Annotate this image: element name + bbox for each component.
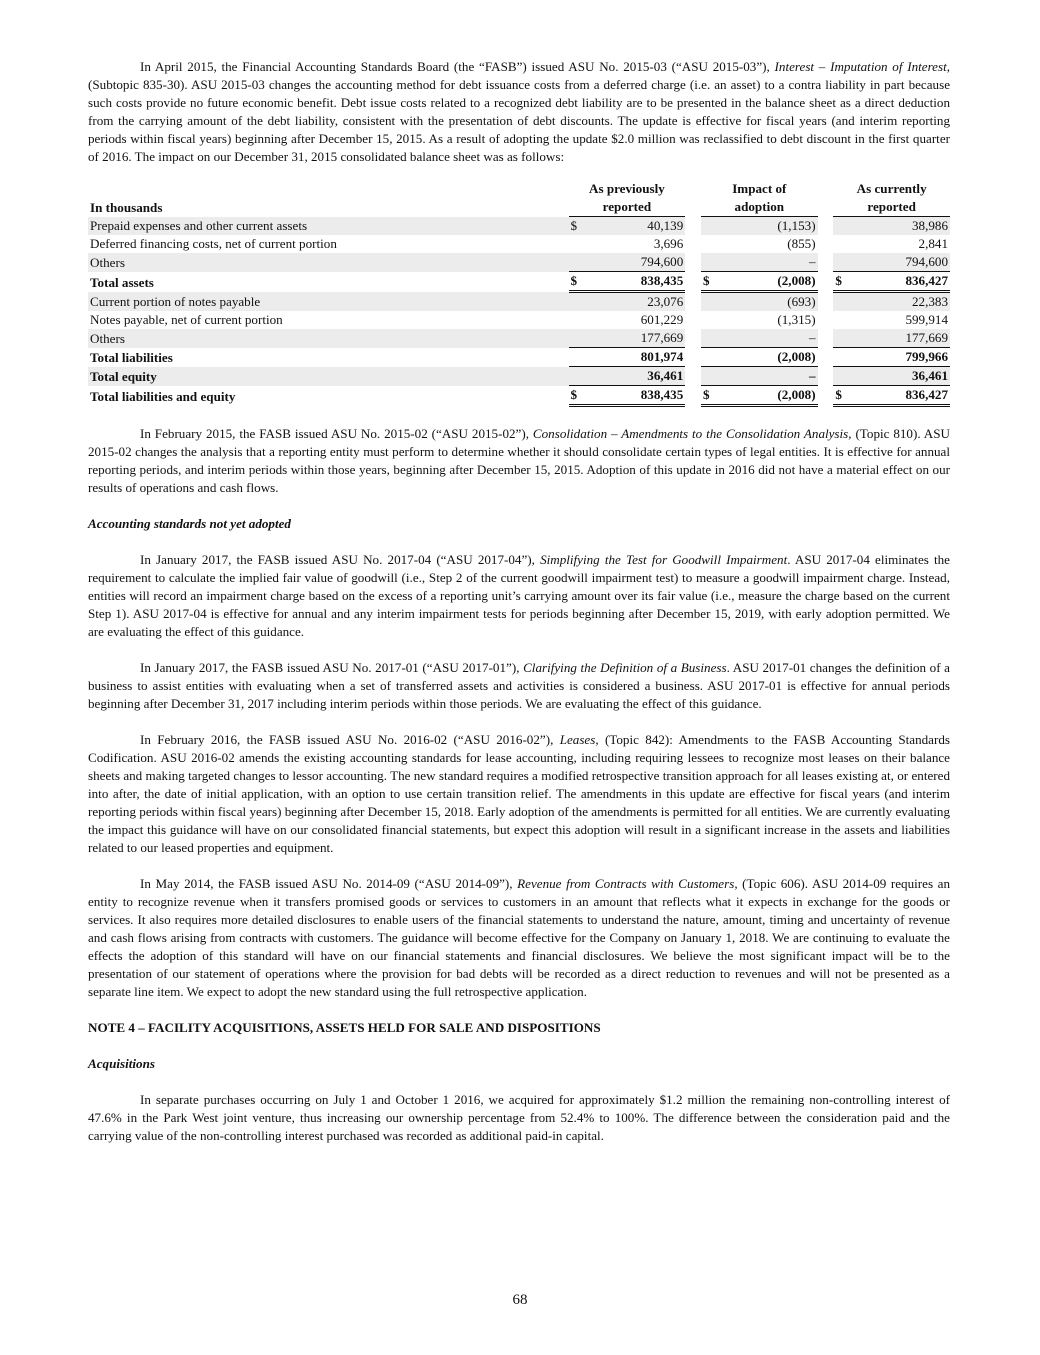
col3-header-line2: reported — [833, 198, 950, 217]
currency-symbol: $ — [701, 386, 719, 406]
row-label: Total equity — [88, 367, 569, 386]
currency-symbol: $ — [701, 272, 719, 292]
row-label: Total assets — [90, 274, 154, 290]
table-row — [88, 386, 950, 406]
currency-symbol — [569, 311, 587, 329]
value-as-previously-reported: 23,076 — [586, 292, 685, 312]
value-as-currently-reported: 2,841 — [918, 236, 948, 251]
column-gap — [818, 217, 834, 236]
value-as-previously-reported: 3,696 — [653, 236, 684, 251]
currency-symbol — [833, 329, 851, 348]
value-as-currently-reported: 794,600 — [851, 253, 950, 272]
value-as-currently-reported: 177,669 — [851, 329, 950, 348]
column-gap — [818, 292, 834, 312]
col1-header-line2: reported — [569, 198, 686, 217]
table-row — [88, 217, 950, 236]
col1-header-line1: As previously — [589, 181, 665, 196]
value-as-previously-reported: 40,139 — [586, 217, 685, 236]
row-label: Current portion of notes payable — [88, 292, 569, 312]
currency-symbol: $ — [569, 217, 587, 236]
column-gap — [818, 348, 834, 367]
column-gap — [685, 367, 701, 386]
paragraph-asu-2015-03: In April 2015, the Financial Accounting Standards Board (the “FASB”) issued ASU No. 2015-03 (“ASU 2015-03”), Interest – Imputation of Interest, (Subtopic 835-30). ASU 2015-03 changes the accounting method for debt issuance costs from a deferred charge (i.e. an asset) to a contra liability in part because such costs provide no future economic benefit. Debt issue costs related to a recognized debt liability are to be presented in the balance sheet as a direct deduction from the carrying amount of the debt liability, consistent with the presentation of debt discounts. The update is effective for fiscal years (and interim reporting periods within fiscal years) beginning after December 15, 2015. As a result of adopting the update $2.0 million was reclassified to debt discount in the first quarter of 2016. The impact on our December 31, 2015 consolidated balance sheet was as follows: — [88, 59, 951, 164]
column-gap — [685, 235, 701, 253]
table-row — [88, 235, 950, 253]
heading-note-4: NOTE 4 – FACILITY ACQUISITIONS, ASSETS HELD FOR SALE AND DISPOSITIONS — [88, 1020, 601, 1035]
column-gap — [818, 386, 834, 406]
value-impact-of-adoption: – — [719, 253, 818, 272]
row-label: Deferred financing costs, net of current portion — [90, 236, 337, 251]
row-label: Others — [88, 253, 569, 272]
column-gap — [685, 217, 701, 236]
column-gap — [818, 272, 834, 292]
column-gap — [818, 329, 834, 348]
paragraph-asu-2014-09: In May 2014, the FASB issued ASU No. 2014-09 (“ASU 2014-09”), Revenue from Contracts with Customers, (Topic 606). ASU 2014-09 requires an entity to recognize revenue when it transfers promised goods or services to customers in an amount that reflects what it expects in exchange for the goods or services. It also requires more detailed disclosures to enable users of the financial statements to understand the nature, amount, timing and uncertainty of revenue and cash flows arising from contracts with customers. The guidance will become effective for the Company on January 1, 2018. We are continuing to evaluate the effects the adoption of this standard will have on our financial statements and financial disclosures. We believe the most significant impact will be to the presentation of our statement of operations where the provision for bad debts will be recorded as a direct reduction to revenues and will not be presented as a separate line item. We expect to adopt the new standard using the full retrospective application. — [88, 876, 950, 999]
value-as-currently-reported: 38,986 — [851, 217, 950, 236]
currency-symbol — [701, 292, 719, 312]
value-as-currently-reported: 599,914 — [905, 312, 948, 327]
column-gap — [685, 311, 701, 329]
value-impact-of-adoption: – — [719, 329, 818, 348]
value-as-currently-reported: 836,427 — [851, 272, 950, 292]
value-as-currently-reported: 36,461 — [851, 367, 950, 386]
table-row — [88, 292, 950, 312]
value-impact-of-adoption: (693) — [719, 292, 818, 312]
currency-symbol — [833, 292, 851, 312]
currency-symbol — [833, 311, 851, 329]
value-impact-of-adoption: (855) — [787, 236, 816, 251]
column-gap — [818, 311, 834, 329]
currency-symbol — [833, 348, 851, 367]
currency-symbol — [569, 235, 587, 253]
paragraph-acquisitions: In separate purchases occurring on July 1 and October 1 2016, we acquired for approximately $1.2 million the remaining non-controlling interest of 47.6% in the Park West joint venture, thus increasing our ownership percentage from 52.4% to 100%. The difference between the consideration paid and the carrying value of the non-controlling interest purchased was recorded as additional paid-in capital. — [88, 1092, 950, 1143]
currency-symbol: $ — [833, 272, 851, 292]
currency-symbol — [701, 253, 719, 272]
currency-symbol — [701, 311, 719, 329]
heading-acquisitions: Acquisitions — [88, 1056, 155, 1071]
row-label: Notes payable, net of current portion — [90, 312, 283, 327]
col2-header-line1: Impact of — [732, 181, 787, 196]
column-gap — [818, 253, 834, 272]
currency-symbol: $ — [833, 386, 851, 406]
value-impact-of-adoption: (2,008) — [719, 386, 818, 406]
currency-symbol — [701, 367, 719, 386]
currency-symbol — [569, 253, 587, 272]
currency-symbol — [569, 348, 587, 367]
page-number: 68 — [512, 1292, 528, 1308]
column-gap — [685, 329, 701, 348]
currency-symbol — [833, 367, 851, 386]
value-impact-of-adoption: (1,315) — [777, 312, 816, 327]
value-as-currently-reported: 799,966 — [851, 348, 950, 367]
paragraph-asu-2017-01: In January 2017, the FASB issued ASU No. 2017-01 (“ASU 2017-01”), Clarifying the Definition of a Business. ASU 2017-01 changes the definition of a business to assist entities with evaluating when a set of transferred assets and activities is considered a business. ASU 2017-01 is effective for annual periods beginning after December 31, 2017 including interim periods within those periods. We are evaluating the effect of this guidance. — [88, 660, 950, 711]
table-row — [88, 253, 950, 272]
value-as-previously-reported: 36,461 — [586, 367, 685, 386]
paragraph-asu-2015-02: In February 2015, the FASB issued ASU No. 2015-02 (“ASU 2015-02”), Consolidation – Amendments to the Consolidation Analysis, (Topic 810). ASU 2015-02 changes the analysis that a reporting entity must perform to determine whether it should consolidate certain types of legal entities. It is effective for annual reporting periods, and interim periods within those years, beginning after December 15, 2015. Adoption of this update in 2016 did not have a material effect on our results of operations and cash flows. — [88, 426, 950, 495]
col3-header-line1: As currently — [856, 181, 927, 196]
value-as-previously-reported: 601,229 — [640, 312, 684, 327]
paragraph-asu-2017-04: In January 2017, the FASB issued ASU No. 2017-04 (“ASU 2017-04”), Simplifying the Test for Goodwill Impairment. ASU 2017-04 eliminates the requirement to calculate the implied fair value of goodwill (i.e., Step 2 of the current goodwill impairment test) to measure a goodwill impairment charge. Instead, entities will record an impairment charge based on the excess of a reporting unit’s carrying amount over its fair value (i.e., measure the charge based on the current Step 1). ASU 2017-04 is effective for annual and any interim impairment tests for periods beginning after December 15, 2019, with early adoption permitted. We are evaluating the effect of this guidance. — [88, 552, 950, 639]
currency-symbol — [833, 253, 851, 272]
row-label: Total liabilities — [90, 349, 173, 365]
balance-sheet-impact-table — [88, 180, 950, 407]
currency-symbol — [833, 217, 851, 236]
table-row — [88, 272, 950, 292]
table-row — [88, 367, 950, 386]
column-gap — [818, 367, 834, 386]
page-content — [88, 58, 950, 1145]
value-impact-of-adoption: – — [719, 367, 818, 386]
value-as-previously-reported: 801,974 — [586, 348, 685, 367]
label-column-header: In thousands — [90, 199, 163, 215]
value-as-currently-reported: 836,427 — [851, 386, 950, 406]
currency-symbol — [701, 235, 719, 253]
currency-symbol — [569, 292, 587, 312]
currency-symbol — [701, 217, 719, 236]
column-gap — [685, 272, 701, 292]
paragraph-asu-2016-02: In February 2016, the FASB issued ASU No. 2016-02 (“ASU 2016-02”), Leases, (Topic 842): Amendments to the FASB Accounting Standards Codification. ASU 2016-02 amends the existing accounting standards for lease accounting, including requiring lessees to recognize most leases on their balance sheets and making targeted changes to lessor accounting. The new standard requires a modified retrospective transition approach for all leases existing at, or entered into after, the date of initial application, with an option to use certain transition relief. The amendments in this update are effective for fiscal years (and interim reporting periods within fiscal years) beginning after December 15, 2018. Early adoption of the amendments is permitted for all entities. We are currently evaluating the impact this guidance will have on our consolidated financial statements, but expect this adoption will result in a significant increase in the assets and liabilities related to our leased properties and equipment. — [88, 732, 950, 855]
value-impact-of-adoption: (2,008) — [719, 348, 818, 367]
currency-symbol: $ — [569, 272, 587, 292]
col2-header-line2: adoption — [701, 198, 818, 217]
table-body — [88, 217, 950, 406]
row-label: Prepaid expenses and other current assets — [88, 217, 569, 236]
value-as-previously-reported: 838,435 — [586, 272, 685, 292]
column-gap — [685, 253, 701, 272]
value-as-currently-reported: 22,383 — [851, 292, 950, 312]
value-as-previously-reported: 838,435 — [586, 386, 685, 406]
currency-symbol — [701, 329, 719, 348]
table-row — [88, 329, 950, 348]
value-as-previously-reported: 177,669 — [586, 329, 685, 348]
heading-not-yet-adopted: Accounting standards not yet adopted — [88, 516, 291, 531]
currency-symbol — [569, 329, 587, 348]
column-gap — [818, 235, 834, 253]
table-header-row-1 — [88, 180, 950, 198]
currency-symbol — [701, 348, 719, 367]
table-row — [88, 311, 950, 329]
row-label: Others — [88, 329, 569, 348]
currency-symbol — [569, 367, 587, 386]
column-gap — [685, 348, 701, 367]
currency-symbol — [833, 235, 851, 253]
column-gap — [685, 386, 701, 406]
value-as-previously-reported: 794,600 — [586, 253, 685, 272]
currency-symbol: $ — [569, 386, 587, 406]
row-label: Total liabilities and equity — [90, 388, 236, 404]
column-gap — [685, 292, 701, 312]
value-impact-of-adoption: (2,008) — [719, 272, 818, 292]
table-header-row-2 — [88, 198, 950, 217]
value-impact-of-adoption: (1,153) — [719, 217, 818, 236]
table-row — [88, 348, 950, 367]
